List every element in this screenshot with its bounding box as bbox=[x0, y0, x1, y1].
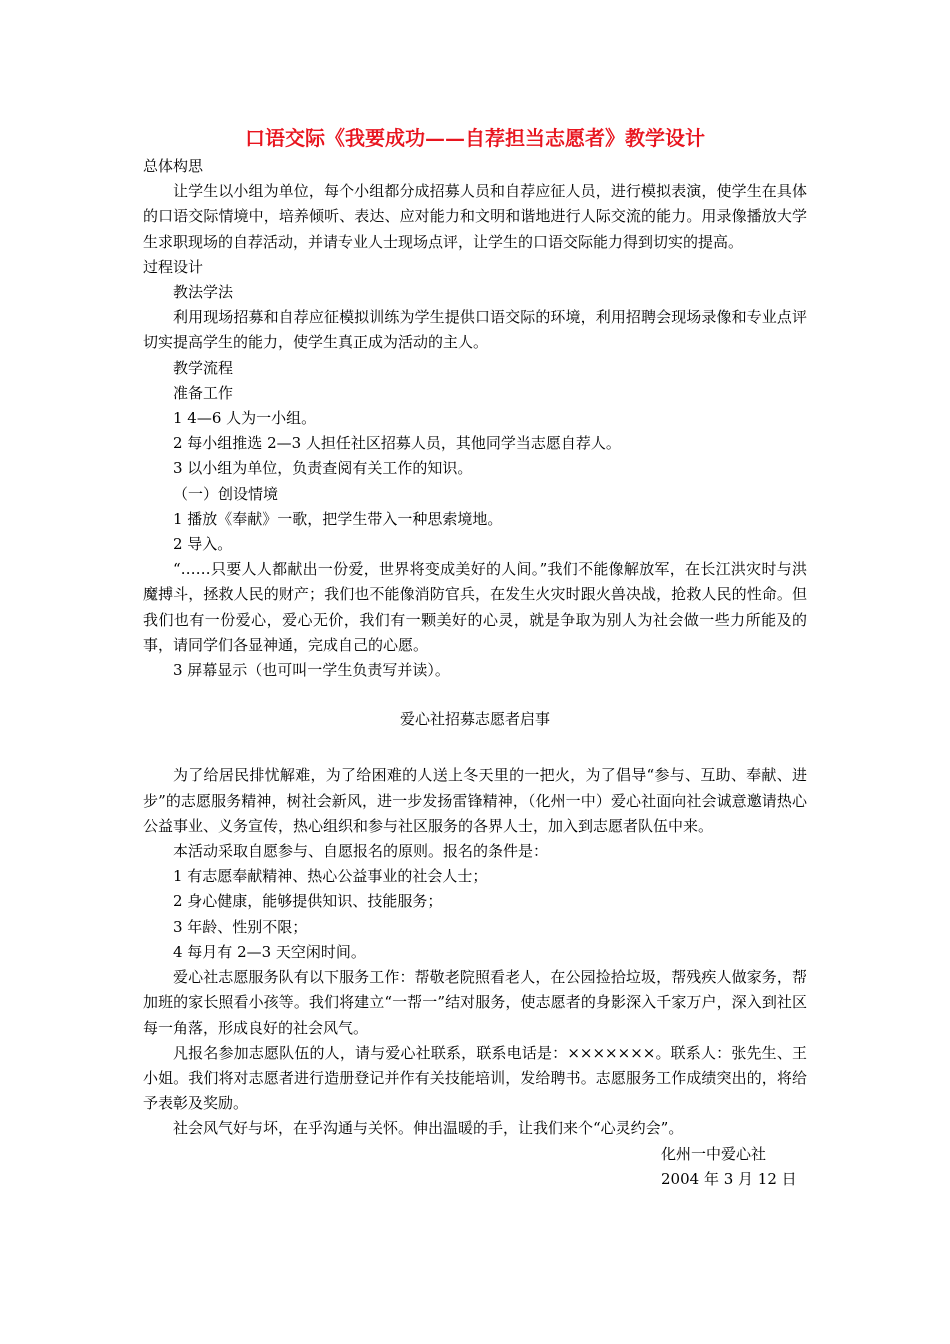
prep-item: 1 4—6 人为一小组。 bbox=[173, 409, 317, 428]
prep-heading: 准备工作 bbox=[173, 383, 234, 402]
method-heading: 教法学法 bbox=[173, 283, 234, 302]
scene-heading: （一）创设情境 bbox=[173, 484, 279, 503]
screen-item: 3 屏幕显示（也可叫一学生负责写并读）。 bbox=[173, 661, 450, 680]
condition-item: 2 身心健康，能够提供知识、技能服务； bbox=[173, 892, 443, 911]
scene-item: 1 播放《奉献》一歌，把学生带入一种思索境地。 bbox=[173, 509, 503, 528]
spacer bbox=[143, 683, 807, 707]
notice-paragraph: 为了给居民排忧解难，为了给困难的人送上冬天里的一把火，为了倡导“参与、互助、奉献、进步”的志愿服务精神，树社会新风，进一步发扬雷锋精神，（化州一中）爱心社面向社会诚意邀请热心公益事业、义务宣传，热心组织和参与社区服务的各界人士，加入到志愿者队伍中来。 bbox=[143, 766, 807, 835]
condition-item: 3 年龄、性别不限； bbox=[173, 917, 308, 936]
document-page bbox=[143, 122, 807, 1192]
notice-signature: 化州一中爱心社 bbox=[661, 1144, 767, 1163]
notice-paragraph: 社会风气好与坏，在乎沟通与关怀。伸出温暖的手，让我们来个“心灵约会”。 bbox=[173, 1119, 684, 1138]
section-heading-overview: 总体构思 bbox=[143, 157, 204, 175]
notice-paragraph: 爱心社志愿服务队有以下服务工作：帮敬老院照看老人，在公园捡拾垃圾，帮残疾人做家务，帮加班的家长照看小孩等。我们将建立“一帮一”结对服务，使志愿者的身影深入千家万户，深入到社区每一角落，形成良好的社会风气。 bbox=[143, 968, 807, 1037]
overview-paragraph: 让学生以小组为单位，每个小组都分成招募人员和自荐应征人员，进行模拟表演，使学生在具体的口语交际情境中，培养倾听、表达、应对能力和文明和谐地进行人际交流的能力。用录像播放大学生求职现场的自荐活动，并请专业人士现场点评，让学生的口语交际能力得到切实的提高。 bbox=[143, 182, 807, 251]
condition-item: 4 每月有 2—3 天空闲时间。 bbox=[173, 942, 366, 961]
document-title: 口语交际《我要成功——自荐担当志愿者》教学设计 bbox=[245, 126, 705, 150]
notice-title: 爱心社招募志愿者启事 bbox=[399, 710, 550, 729]
notice-date: 2004 年 3 月 12 日 bbox=[661, 1169, 797, 1188]
spacer bbox=[143, 732, 807, 763]
intro-paragraph: “……只要人人都献出一份爱，世界将变成美好的人间。”我们不能像解放军，在长江洪灾时与洪魔搏斗，拯救人民的财产；我们也不能像消防官兵，在发生火灾时跟火兽决战，抢救人民的性命。但我们也有一份爱心，爱心无价，我们有一颗美好的心灵，就是争取为别人为社会做一些力所能及的事，请同学们各显神通，完成自己的心愿。 bbox=[143, 560, 807, 654]
prep-item: 3 以小组为单位，负责查阅有关工作的知识。 bbox=[173, 459, 473, 478]
condition-item: 1 有志愿奉献精神、热心公益事业的社会人士； bbox=[173, 867, 488, 886]
section-heading-process: 过程设计 bbox=[143, 257, 204, 276]
prep-item: 2 每小组推选 2—3 人担任社区招募人员，其他同学当志愿自荐人。 bbox=[173, 434, 621, 453]
method-paragraph: 利用现场招募和自荐应征模拟训练为学生提供口语交际的环境，利用招聘会现场录像和专业点评切实提高学生的能力，使学生真正成为活动的主人。 bbox=[143, 308, 807, 352]
scene-item: 2 导入。 bbox=[173, 535, 233, 554]
notice-paragraph: 凡报名参加志愿队伍的人，请与爱心社联系，联系电话是：×××××××。联系人：张先生、王小姐。我们将对志愿者进行造册登记并作有关技能培训，发给聘书。志愿服务工作成绩突出的，将给予表彰及奖励。 bbox=[143, 1043, 807, 1113]
notice-paragraph: 本活动采取自愿参与、自愿报名的原则。报名的条件是： bbox=[173, 842, 549, 861]
flow-heading: 教学流程 bbox=[173, 358, 234, 377]
